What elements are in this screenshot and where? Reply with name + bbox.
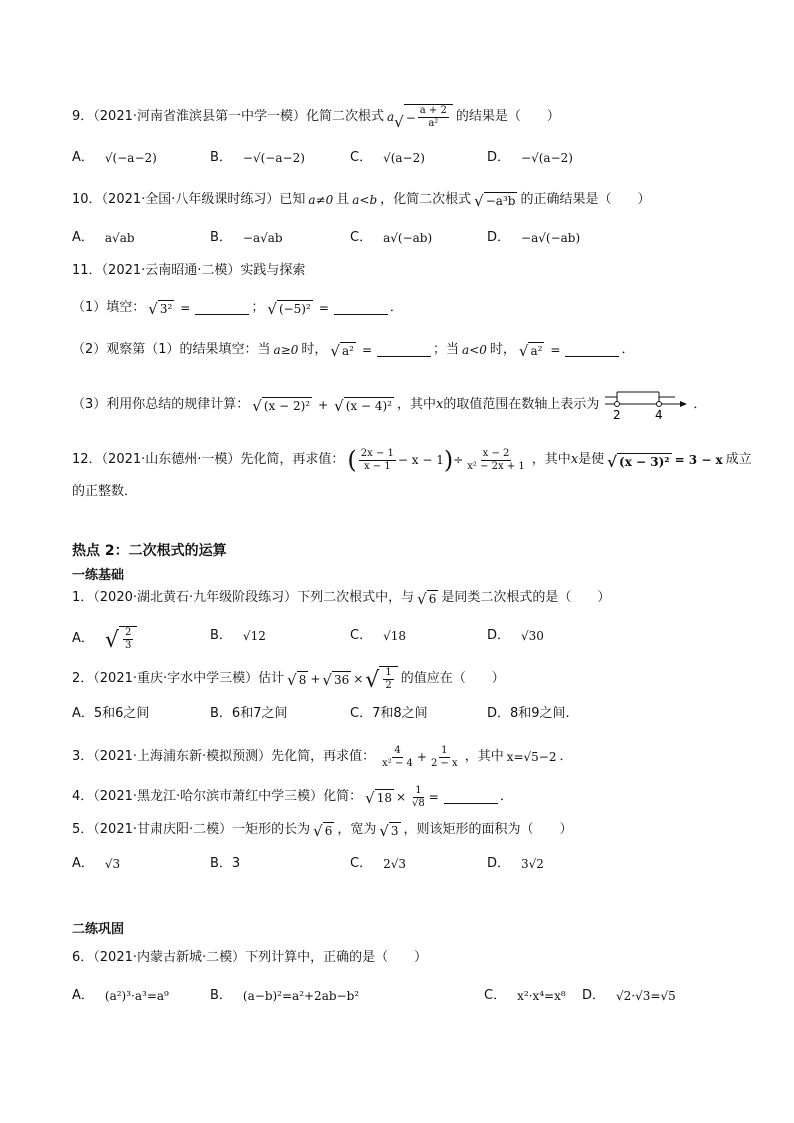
q11-blank-1[interactable] <box>195 302 249 315</box>
q11-p1-prefix: （1）填空： <box>72 300 146 315</box>
q11-part-3: （3）利用你总结的规律计算： √ (x − 2)² + √ (x − 4)² ，其中 x 的取值范围在数轴上表示为 2 4 ． <box>72 392 754 418</box>
q11-sqrt-neg5sq: √ (−5)² <box>267 299 311 318</box>
q11-blank-2[interactable] <box>334 302 388 315</box>
number-line-diagram <box>603 388 689 422</box>
q9-option-b[interactable]: B． −√(−a−2) <box>210 150 305 165</box>
q9-suffix: 的结果是（ ） <box>455 109 560 124</box>
q11-p3-var: x <box>436 397 444 412</box>
q11-p3-prefix: （3）利用你总结的规律计算： <box>72 397 250 412</box>
q2-option-b[interactable]: B．6和7之间 <box>210 706 288 721</box>
q2-option-d[interactable]: D．8和9之间. <box>487 706 570 721</box>
q3-expression: $\frac{4}{\text{x² − 4}}$ + $\frac{1}{2 - x}$ <box>382 744 458 769</box>
q10-mid-1: 且 <box>336 192 350 207</box>
q10-options <box>72 228 752 248</box>
question-9 <box>72 104 754 130</box>
q9-option-a[interactable]: A． √(−a−2) <box>72 150 157 165</box>
q12-mid2: 是使 <box>578 452 605 467</box>
q12-mid: ，其中 <box>531 452 571 467</box>
subsection-basic: 一练基础 <box>72 568 125 583</box>
q11-p3-mid: ，其中 <box>397 397 437 412</box>
q6-option-a[interactable]: A． (a²)³·a³=a⁹ <box>72 988 169 1003</box>
q11-p2-cond-1: a≥0 <box>273 343 299 357</box>
point-4 <box>657 402 662 407</box>
question-4 <box>72 784 754 810</box>
q4-end: ． <box>499 789 513 804</box>
q11-sqrt-3sq: √ 3² <box>148 299 173 318</box>
q1-option-d[interactable]: D． √30 <box>487 628 544 643</box>
q9-expression: a √ − $\frac{a + 2}{\text{a²}}$ <box>387 104 453 130</box>
q10-radical: √ −a³b <box>474 191 516 210</box>
q1-options <box>72 626 752 652</box>
question-5 <box>72 820 754 840</box>
q6-options <box>72 986 772 1006</box>
q11-p2-sep: ；当 <box>433 342 460 357</box>
q5-mid: ，宽为 <box>337 822 377 837</box>
q5-options <box>72 854 752 874</box>
q10-suffix: 的正确结果是（ ） <box>520 192 651 207</box>
question-2 <box>72 666 754 692</box>
q1-option-c[interactable]: C． √18 <box>350 628 406 643</box>
label-2: 2 <box>613 408 622 422</box>
question-10 <box>72 190 754 210</box>
q10-prefix: 10．（2021·全国·八年级课时练习）已知 <box>72 192 306 207</box>
q12-suffix: 成立 <box>725 452 752 467</box>
q11-part-2: （2）观察第（1）的结果填空：当 a≥0 时， √ a² = ；当 a<0 时， √ a² = ． <box>72 341 635 360</box>
q11-p3-suffix: 的取值范围在数轴上表示为 <box>443 397 600 412</box>
q2-suffix: 的值应在（ ） <box>400 671 505 686</box>
question-3 <box>72 742 754 772</box>
q10-option-c[interactable]: C． a√(−ab) <box>350 230 433 245</box>
q5-option-c[interactable]: C． 2√3 <box>350 856 406 871</box>
q12-condition: √ (x − 3)² = 3 − x <box>607 453 723 471</box>
q11-p2-cond-2: a<0 <box>462 343 487 357</box>
q1-suffix: 是同类二次根式的是（ ） <box>441 590 611 605</box>
q5-option-b[interactable]: B．3 <box>210 856 241 871</box>
q9-option-c[interactable]: C． √(a−2) <box>350 150 425 165</box>
q9-prefix: 9．（2021·河南省淮滨县第一中学一模）化简二次根式 <box>72 109 384 124</box>
q11-sqrt-asq-2: √ a² <box>518 341 543 360</box>
q5-sqrt3: √ 3 <box>379 821 399 840</box>
q9-options <box>72 148 752 168</box>
q11-sqrt-x-4: √ (x − 4)² <box>334 396 392 415</box>
q11-p3-end: ． <box>693 397 707 412</box>
q1-option-b[interactable]: B． √12 <box>210 628 266 643</box>
q12-expression: ( $\frac{2x - 1}{x - 1}$ − x − 1 ) ÷ $\frac{x - 2}{\text{x² − 2x + 1}}$ <box>347 446 525 474</box>
q11-blank-4[interactable] <box>565 344 619 357</box>
label-4: 4 <box>655 408 664 422</box>
subsection-consolidate: 二练巩固 <box>72 922 125 937</box>
q10-condition-2: a<b <box>352 193 378 207</box>
q10-mid-2: ，化简二次根式 <box>380 192 472 207</box>
q11-blank-3[interactable] <box>377 344 431 357</box>
point-2 <box>615 402 620 407</box>
q2-option-c[interactable]: C．7和8之间 <box>350 706 428 721</box>
q6-option-c[interactable]: C． x²·x⁴=x⁸ <box>484 988 566 1003</box>
q6-option-d[interactable]: D． √2·√3=√5 <box>582 988 676 1003</box>
question-1 <box>72 588 754 608</box>
q2-prefix: 2．（2021·重庆·字水中学三模）估计 <box>72 671 285 686</box>
q4-expression: √ 18 × $\frac{1}{√8}$ = <box>365 784 439 809</box>
question-6: 6．（2021·内蒙古新城·二模）下列计算中，正确的是（ ） <box>72 950 428 965</box>
q9-option-d[interactable]: D． −√(a−2) <box>487 150 573 165</box>
q12-line-2: 的正整数． <box>72 484 138 499</box>
q10-option-a[interactable]: A． a√ab <box>72 230 135 245</box>
q10-option-b[interactable]: B． −a√ab <box>210 230 283 245</box>
q10-option-d[interactable]: D． −a√(−ab) <box>487 230 581 245</box>
q11-p2-mid-1: 时， <box>301 342 328 357</box>
q11-part-1: （1）填空： √ 3² = ； √ (−5)² = ． <box>72 299 403 318</box>
q4-blank[interactable] <box>444 791 498 804</box>
q11-p1-sep: ； <box>251 300 265 315</box>
q3-condition: x=√5−2 <box>506 750 557 764</box>
q2-options <box>72 704 752 724</box>
q11-p2-mid-2: 时， <box>489 342 516 357</box>
q5-sqrt6: √ 6 <box>313 821 333 840</box>
q3-end: ． <box>559 749 573 764</box>
q5-suffix: ，则该矩形的面积为（ ） <box>403 822 573 837</box>
q11-sqrt-x-2: √ (x − 2)² <box>252 396 311 415</box>
q3-prefix: 3．（2021·上海浦东新·模拟预测）先化简，再求值： <box>72 749 376 764</box>
q2-option-a[interactable]: A．5和6之间 <box>72 706 150 721</box>
question-11-title: 11．（2021·云南昭通·二模）实践与探索 <box>72 263 306 278</box>
q1-option-a[interactable]: A． √ $\frac{2}{3}$ <box>72 626 140 652</box>
section-title: 热点 2：二次根式的运算 <box>72 543 227 559</box>
q5-option-a[interactable]: A． √3 <box>72 856 121 871</box>
number-line-arrow <box>680 401 687 407</box>
q3-mid: ，其中 <box>464 749 504 764</box>
q5-prefix: 5．（2021·甘肃庆阳·二模）一矩形的长为 <box>72 822 311 837</box>
q11-p2-prefix: （2）观察第（1）的结果填空：当 <box>72 342 271 357</box>
q4-prefix: 4．（2021·黑龙江·哈尔滨市萧红中学三模）化简： <box>72 789 363 804</box>
question-12 <box>72 444 754 476</box>
q12-var: x <box>570 452 579 467</box>
q11-sqrt-asq-1: √ a² <box>330 341 354 360</box>
q1-sqrt6: √ 6 <box>417 589 437 608</box>
q1-prefix: 1．（2020·湖北黄石·九年级阶段练习）下列二次根式中，与 <box>72 590 415 605</box>
q2-expression: √ 8 + √ 36 × √ $\frac{1}{2}$ <box>287 666 398 692</box>
q5-option-d[interactable]: D． 3√2 <box>487 856 544 871</box>
q12-prefix: 12．（2021·山东德州·一模）先化简，再求值： <box>72 452 345 467</box>
q6-option-b[interactable]: B． (a−b)²=a²+2ab−b² <box>210 988 360 1003</box>
q10-condition-1: a≠0 <box>308 193 334 207</box>
q11-p1-end: ． <box>389 300 403 315</box>
q11-p2-end: ． <box>621 342 635 357</box>
